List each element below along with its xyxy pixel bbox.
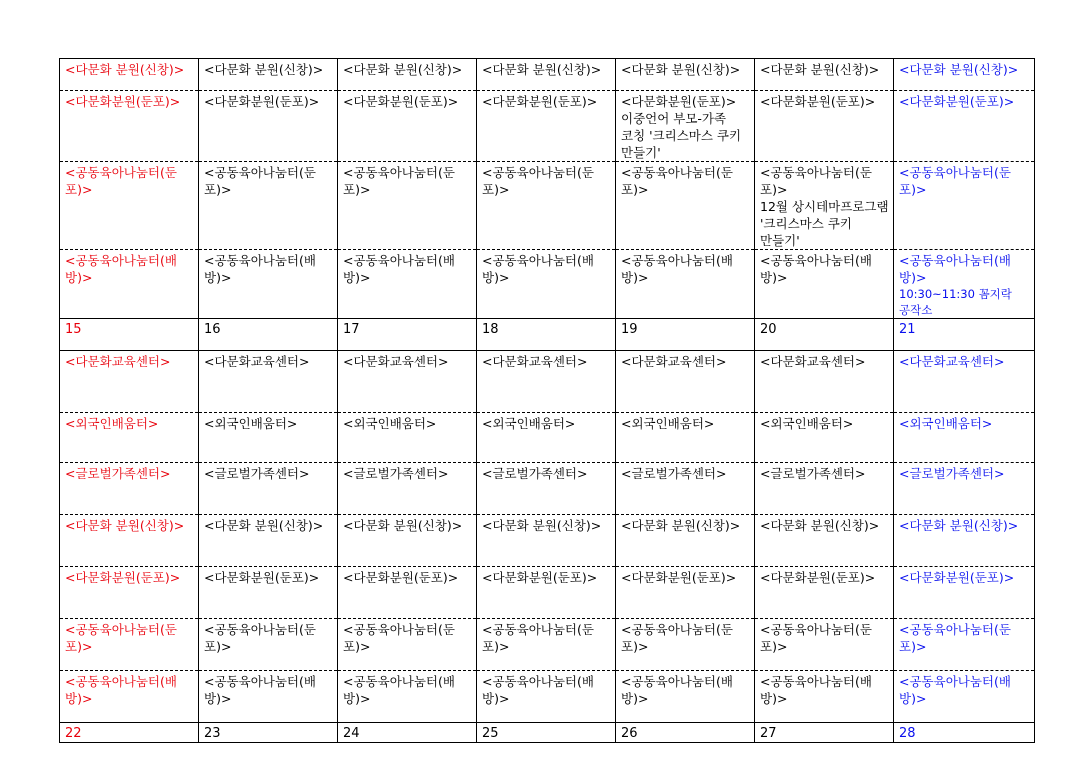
schedule-cell	[477, 463, 616, 515]
top-row-cc-dunpo	[60, 162, 1035, 250]
institution-label: <다문화교육센터>	[65, 354, 171, 369]
schedule-cell	[60, 162, 199, 250]
institution-label: <공동육아나눔터(둔포)>	[621, 165, 733, 197]
schedule-cell	[616, 463, 755, 515]
institution-label: <다문화분원(둔포)>	[899, 94, 1015, 109]
schedule-cell	[338, 59, 477, 91]
institution-label: <공동육아나눔터(둔포)>	[899, 165, 1011, 197]
schedule-cell	[60, 515, 199, 567]
schedule-cell	[199, 413, 338, 463]
schedule-cell	[616, 619, 755, 671]
schedule-cell	[616, 351, 755, 413]
schedule-cell	[755, 59, 894, 91]
institution-label: <다문화분원(둔포)>	[482, 570, 598, 585]
institution-label: <공동육아나눔터(배방)>	[899, 253, 1011, 285]
institution-label: <공동육아나눔터(둔포)>	[760, 165, 872, 197]
week-row-sinchang	[60, 515, 1035, 567]
schedule-cell	[755, 515, 894, 567]
institution-label: <글로벌가족센터>	[204, 466, 310, 481]
institution-label: <공동육아나눔터(둔포)>	[204, 622, 316, 654]
institution-label: <다문화 분원(신창)>	[204, 62, 324, 77]
date-number: 20	[760, 322, 777, 337]
institution-label: <공동육아나눔터(둔포)>	[204, 165, 316, 197]
program-note: 12월 상시테마프로그램 '크리스마스 쿠키 만들기'	[760, 199, 889, 248]
schedule-cell	[477, 413, 616, 463]
schedule-cell	[616, 162, 755, 250]
institution-label: <다문화 분원(신창)>	[621, 518, 741, 533]
date-number: 22	[65, 726, 82, 741]
institution-label: <다문화분원(둔포)>	[343, 94, 459, 109]
schedule-cell	[755, 413, 894, 463]
schedule-cell	[477, 351, 616, 413]
institution-label: <글로벌가족센터>	[65, 466, 171, 481]
institution-label: <공동육아나눔터(둔포)>	[621, 622, 733, 654]
schedule-cell	[477, 671, 616, 723]
institution-label: <다문화분원(둔포)>	[343, 570, 459, 585]
schedule-cell	[616, 515, 755, 567]
schedule-cell	[60, 463, 199, 515]
schedule-cell	[338, 671, 477, 723]
schedule-cell	[894, 463, 1035, 515]
schedule-cell	[894, 619, 1035, 671]
date-number: 27	[760, 726, 777, 741]
date-cell	[755, 723, 894, 743]
date-row-15-21	[60, 319, 1035, 351]
schedule-cell	[338, 162, 477, 250]
schedule-cell	[60, 59, 199, 91]
institution-label: <공동육아나눔터(둔포)>	[343, 165, 455, 197]
schedule-cell	[894, 351, 1035, 413]
institution-label: <다문화교육센터>	[482, 354, 588, 369]
schedule-cell	[755, 671, 894, 723]
schedule-cell	[199, 162, 338, 250]
institution-label: <외국인배움터>	[343, 416, 437, 431]
schedule-cell	[894, 91, 1035, 162]
date-cell	[616, 319, 755, 351]
date-cell	[755, 319, 894, 351]
week-row-dunpo	[60, 567, 1035, 619]
schedule-cell	[755, 250, 894, 319]
date-number: 16	[204, 322, 221, 337]
institution-label: <다문화교육센터>	[621, 354, 727, 369]
date-number: 17	[343, 322, 360, 337]
schedule-cell	[199, 567, 338, 619]
week-row-cc-baebang	[60, 671, 1035, 723]
institution-label: <다문화교육센터>	[899, 354, 1005, 369]
schedule-cell	[755, 351, 894, 413]
week-row-cc-dunpo	[60, 619, 1035, 671]
institution-label: <다문화 분원(신창)>	[65, 518, 185, 533]
schedule-cell	[199, 351, 338, 413]
institution-label: <글로벌가족센터>	[899, 466, 1005, 481]
schedule-cell	[60, 567, 199, 619]
schedule-cell	[477, 567, 616, 619]
schedule-cell	[199, 91, 338, 162]
institution-label: <외국인배움터>	[482, 416, 576, 431]
institution-label: <다문화교육센터>	[760, 354, 866, 369]
institution-label: <글로벌가족센터>	[621, 466, 727, 481]
institution-label: <외국인배움터>	[204, 416, 298, 431]
week-row-center	[60, 351, 1035, 413]
week-row-foreign	[60, 413, 1035, 463]
institution-label: <다문화 분원(신창)>	[482, 62, 602, 77]
schedule-cell	[477, 91, 616, 162]
schedule-cell	[616, 671, 755, 723]
schedule-cell	[338, 515, 477, 567]
institution-label: <다문화 분원(신창)>	[343, 518, 463, 533]
date-number: 26	[621, 726, 638, 741]
schedule-cell	[338, 351, 477, 413]
date-cell	[60, 723, 199, 743]
institution-label: <공동육아나눔터(둔포)>	[65, 165, 177, 197]
date-number: 19	[621, 322, 638, 337]
date-row-22-28	[60, 723, 1035, 743]
date-cell	[616, 723, 755, 743]
top-row-sinchang	[60, 59, 1035, 91]
schedule-cell	[477, 250, 616, 319]
schedule-cell	[60, 250, 199, 319]
institution-label: <다문화 분원(신창)>	[482, 518, 602, 533]
schedule-cell	[894, 515, 1035, 567]
institution-label: <다문화 분원(신창)>	[621, 62, 741, 77]
institution-label: <공동육아나눔터(배방)>	[204, 674, 316, 706]
schedule-cell	[199, 59, 338, 91]
institution-label: <글로벌가족센터>	[760, 466, 866, 481]
schedule-cell	[60, 671, 199, 723]
institution-label: <공동육아나눔터(배방)>	[621, 674, 733, 706]
date-cell	[477, 723, 616, 743]
schedule-cell	[338, 567, 477, 619]
institution-label: <공동육아나눔터(배방)>	[204, 253, 316, 285]
schedule-cell	[894, 413, 1035, 463]
institution-label: <공동육아나눔터(배방)>	[65, 253, 177, 285]
institution-label: <다문화분원(둔포)>	[899, 570, 1015, 585]
institution-label: <공동육아나눔터(배방)>	[343, 674, 455, 706]
institution-label: <공동육아나눔터(배방)>	[343, 253, 455, 285]
institution-label: <다문화분원(둔포)>	[65, 570, 181, 585]
institution-label: <외국인배움터>	[65, 416, 159, 431]
institution-label: <다문화분원(둔포)>	[621, 94, 737, 109]
schedule-cell	[616, 567, 755, 619]
institution-label: <다문화 분원(신창)>	[204, 518, 324, 533]
institution-label: <다문화 분원(신창)>	[343, 62, 463, 77]
date-number: 18	[482, 322, 499, 337]
institution-label: <다문화 분원(신창)>	[899, 518, 1019, 533]
schedule-cell	[894, 567, 1035, 619]
schedule-cell	[60, 413, 199, 463]
institution-label: <공동육아나눔터(배방)>	[65, 674, 177, 706]
institution-label: <공동육아나눔터(둔포)>	[65, 622, 177, 654]
institution-label: <외국인배움터>	[899, 416, 993, 431]
schedule-cell	[60, 619, 199, 671]
schedule-cell	[338, 413, 477, 463]
institution-label: <외국인배움터>	[760, 416, 854, 431]
schedule-cell	[894, 250, 1035, 319]
date-number: 24	[343, 726, 360, 741]
date-number: 23	[204, 726, 221, 741]
schedule-cell	[199, 515, 338, 567]
schedule-cell	[199, 250, 338, 319]
schedule-cell	[338, 463, 477, 515]
date-cell	[894, 319, 1035, 351]
schedule-cell	[477, 59, 616, 91]
institution-label: <공동육아나눔터(둔포)>	[343, 622, 455, 654]
top-row-cc-baebang	[60, 250, 1035, 319]
calendar-body	[60, 59, 1035, 743]
program-note: 이중언어 부모-가족 코칭 '크리스마스 쿠키 만들기'	[621, 111, 742, 160]
date-cell	[199, 723, 338, 743]
schedule-cell	[616, 59, 755, 91]
schedule-cell	[755, 567, 894, 619]
date-number: 28	[899, 726, 916, 741]
institution-label: <다문화분원(둔포)>	[760, 570, 876, 585]
date-number: 25	[482, 726, 499, 741]
schedule-cell	[338, 250, 477, 319]
schedule-cell	[477, 162, 616, 250]
institution-label: <공동육아나눔터(배방)>	[760, 674, 872, 706]
institution-label: <공동육아나눔터(배방)>	[482, 253, 594, 285]
schedule-cell	[477, 515, 616, 567]
date-number: 15	[65, 322, 82, 337]
date-cell	[338, 723, 477, 743]
schedule-cell	[894, 59, 1035, 91]
institution-label: <글로벌가족센터>	[482, 466, 588, 481]
institution-label: <공동육아나눔터(둔포)>	[482, 165, 594, 197]
date-cell	[199, 319, 338, 351]
institution-label: <다문화분원(둔포)>	[760, 94, 876, 109]
schedule-cell	[199, 619, 338, 671]
institution-label: <다문화 분원(신창)>	[760, 518, 880, 533]
institution-label: <다문화 분원(신창)>	[65, 62, 185, 77]
schedule-cell	[894, 162, 1035, 250]
schedule-cell	[60, 91, 199, 162]
week-row-global	[60, 463, 1035, 515]
schedule-cell	[338, 91, 477, 162]
institution-label: <다문화교육센터>	[343, 354, 449, 369]
institution-label: <다문화분원(둔포)>	[621, 570, 737, 585]
institution-label: <공동육아나눔터(둔포)>	[482, 622, 594, 654]
schedule-cell	[199, 671, 338, 723]
date-cell	[338, 319, 477, 351]
institution-label: <다문화교육센터>	[204, 354, 310, 369]
schedule-cell	[477, 619, 616, 671]
calendar-table	[59, 58, 1035, 743]
schedule-cell	[60, 351, 199, 413]
institution-label: <공동육아나눔터(배방)>	[760, 253, 872, 285]
institution-label: <다문화분원(둔포)>	[482, 94, 598, 109]
schedule-cell	[894, 671, 1035, 723]
institution-label: <공동육아나눔터(배방)>	[482, 674, 594, 706]
schedule-cell	[616, 250, 755, 319]
schedule-cell	[199, 463, 338, 515]
program-note: 10:30~11:30 꼼지락 공작소	[899, 287, 1012, 317]
date-cell	[477, 319, 616, 351]
institution-label: <다문화 분원(신창)>	[899, 62, 1019, 77]
top-row-dunpo	[60, 91, 1035, 162]
institution-label: <공동육아나눔터(둔포)>	[760, 622, 872, 654]
schedule-cell	[755, 91, 894, 162]
date-cell	[60, 319, 199, 351]
schedule-cell	[755, 463, 894, 515]
institution-label: <공동육아나눔터(둔포)>	[899, 622, 1011, 654]
date-number: 21	[899, 322, 916, 337]
institution-label: <다문화분원(둔포)>	[65, 94, 181, 109]
schedule-cell	[755, 162, 894, 250]
institution-label: <외국인배움터>	[621, 416, 715, 431]
institution-label: <다문화분원(둔포)>	[204, 94, 320, 109]
institution-label: <공동육아나눔터(배방)>	[621, 253, 733, 285]
schedule-cell	[616, 413, 755, 463]
date-cell	[894, 723, 1035, 743]
institution-label: <다문화 분원(신창)>	[760, 62, 880, 77]
schedule-cell	[338, 619, 477, 671]
schedule-cell	[755, 619, 894, 671]
institution-label: <공동육아나눔터(배방)>	[899, 674, 1011, 706]
institution-label: <글로벌가족센터>	[343, 466, 449, 481]
schedule-cell	[616, 91, 755, 162]
institution-label: <다문화분원(둔포)>	[204, 570, 320, 585]
